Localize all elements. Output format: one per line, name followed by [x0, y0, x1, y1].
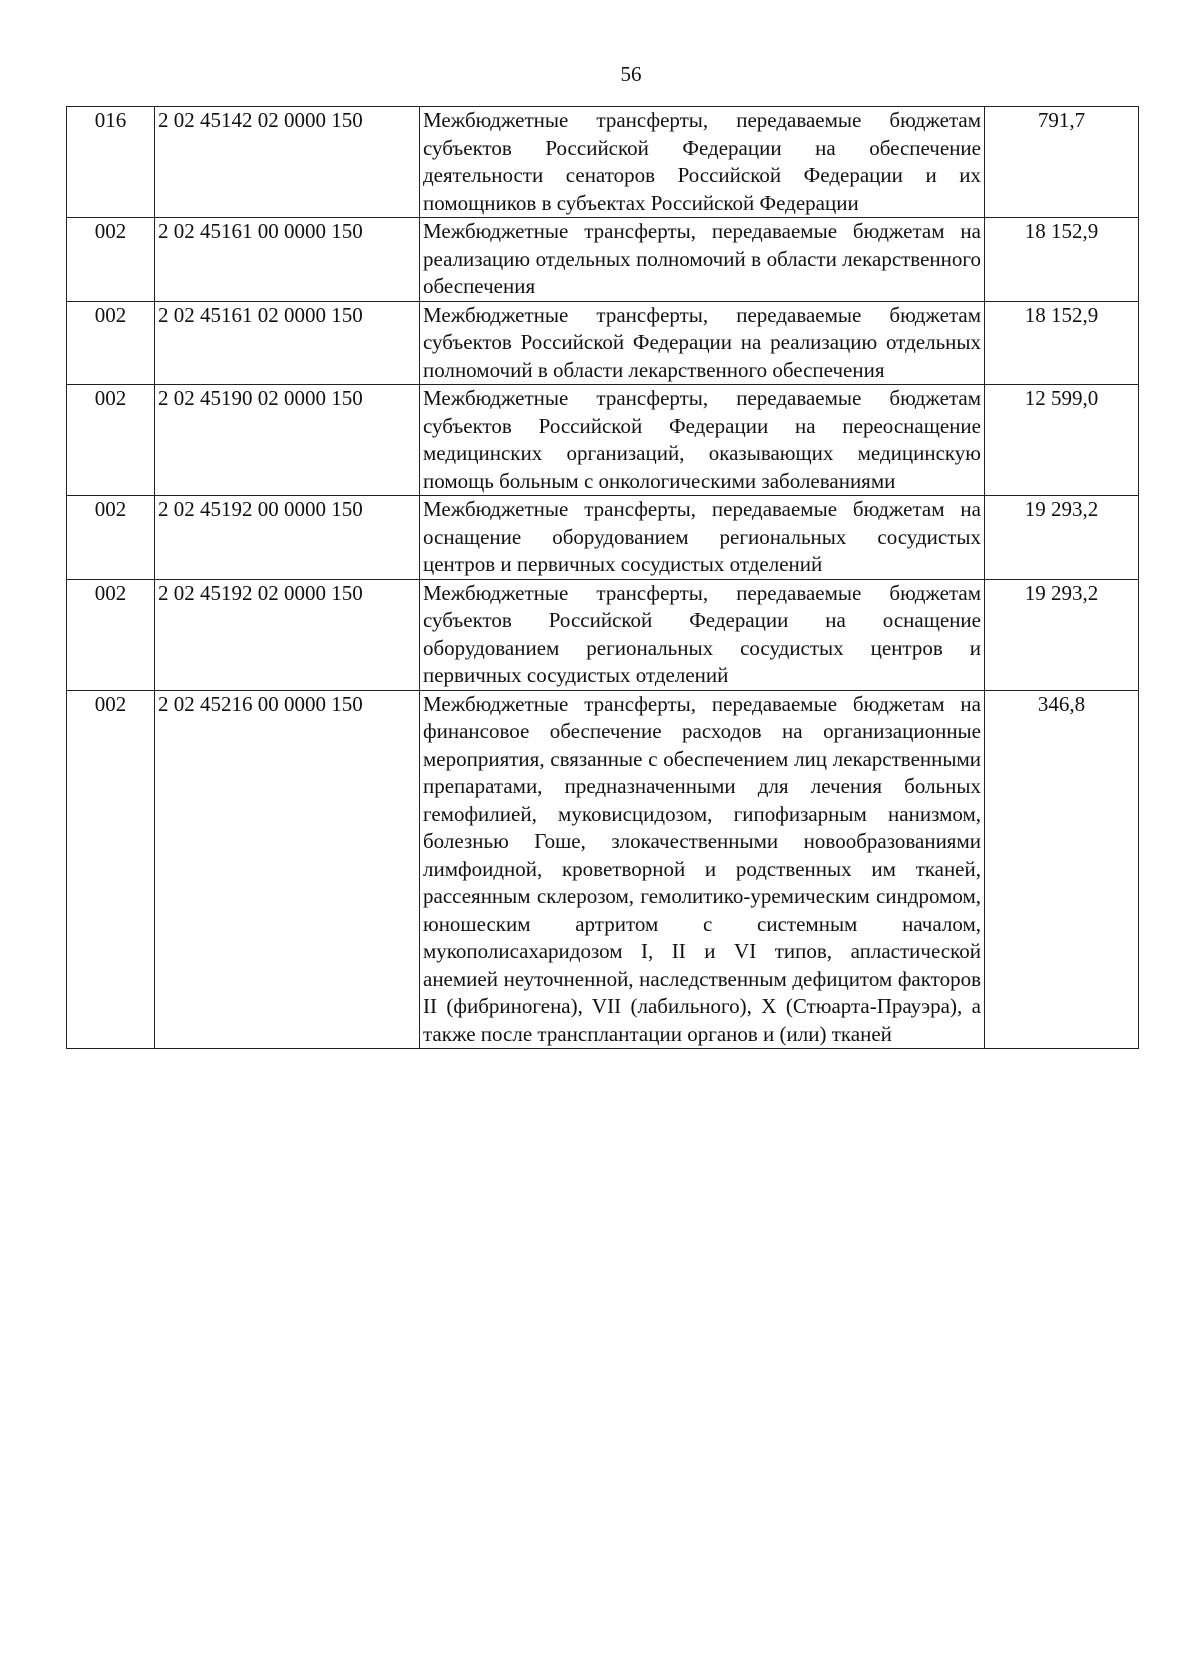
amount-cell: 18 152,9	[985, 218, 1139, 302]
description-cell: Межбюджетные трансферты, передаваемые бюджетам на реализацию отдельных полномочий в области лекарственного обеспечения	[420, 218, 985, 302]
table-row	[67, 690, 1139, 1049]
amount-cell: 12 599,0	[985, 385, 1139, 496]
budget-code-cell: 2 02 45192 00 0000 150	[155, 496, 420, 580]
admin-code-cell: 002	[67, 579, 155, 690]
admin-code-cell: 002	[67, 385, 155, 496]
description-cell: Межбюджетные трансферты, передаваемые бюджетам субъектов Российской Федерации на обеспечение деятельности сенаторов Российской Федерации и их помощников в субъектах Российской Федерации	[420, 107, 985, 218]
table-row	[67, 579, 1139, 690]
budget-code-cell: 2 02 45192 02 0000 150	[155, 579, 420, 690]
description-cell: Межбюджетные трансферты, передаваемые бюджетам субъектов Российской Федерации на переоснащение медицинских организаций, оказывающих медицинскую помощь больным с онкологическими заболеваниями	[420, 385, 985, 496]
budget-code-cell: 2 02 45161 00 0000 150	[155, 218, 420, 302]
admin-code-cell: 016	[67, 107, 155, 218]
table-row	[67, 301, 1139, 385]
description-cell: Межбюджетные трансферты, передаваемые бюджетам субъектов Российской Федерации на реализацию отдельных полномочий в области лекарственного обеспечения	[420, 301, 985, 385]
budget-code-cell: 2 02 45142 02 0000 150	[155, 107, 420, 218]
budget-code-cell: 2 02 45190 02 0000 150	[155, 385, 420, 496]
table-row	[67, 218, 1139, 302]
amount-cell: 19 293,2	[985, 496, 1139, 580]
budget-code-cell: 2 02 45216 00 0000 150	[155, 690, 420, 1049]
admin-code-cell: 002	[67, 496, 155, 580]
budget-code-cell: 2 02 45161 02 0000 150	[155, 301, 420, 385]
amount-cell: 18 152,9	[985, 301, 1139, 385]
page-number: 56	[620, 62, 642, 86]
description-cell: Межбюджетные трансферты, передаваемые бюджетам субъектов Российской Федерации на оснащение оборудованием региональных сосудистых центров и первичных сосудистых отделений	[420, 579, 985, 690]
admin-code-cell: 002	[67, 218, 155, 302]
budget-table	[66, 106, 1139, 1049]
table-row	[67, 496, 1139, 580]
table-row	[67, 107, 1139, 218]
description-cell: Межбюджетные трансферты, передаваемые бюджетам на оснащение оборудованием региональных сосудистых центров и первичных сосудистых отделений	[420, 496, 985, 580]
table-row	[67, 385, 1139, 496]
admin-code-cell: 002	[67, 301, 155, 385]
amount-cell: 346,8	[985, 690, 1139, 1049]
amount-cell: 791,7	[985, 107, 1139, 218]
description-cell: Межбюджетные трансферты, передаваемые бюджетам на финансовое обеспечение расходов на организационные мероприятия, связанные с обеспечением лиц лекарственными препаратами, предназначенными для лечения больных гемофилией, муковисцидозом, гипофизарным нанизмом, болезнью Гоше, злокачественными новообразованиями лимфоидной, кроветворной и родственных им тканей, рассеянным склерозом, гемолитико-уремическим синдромом, юношеским артритом с системным началом, мукополисахаридозом I, II и VI типов, апластической анемией неуточненной, наследственным дефицитом факторов II (фибриногена), VII (лабильного), X (Стюарта-Прауэра), а также после трансплантации органов и (или) тканей	[420, 690, 985, 1049]
admin-code-cell: 002	[67, 690, 155, 1049]
amount-cell: 19 293,2	[985, 579, 1139, 690]
